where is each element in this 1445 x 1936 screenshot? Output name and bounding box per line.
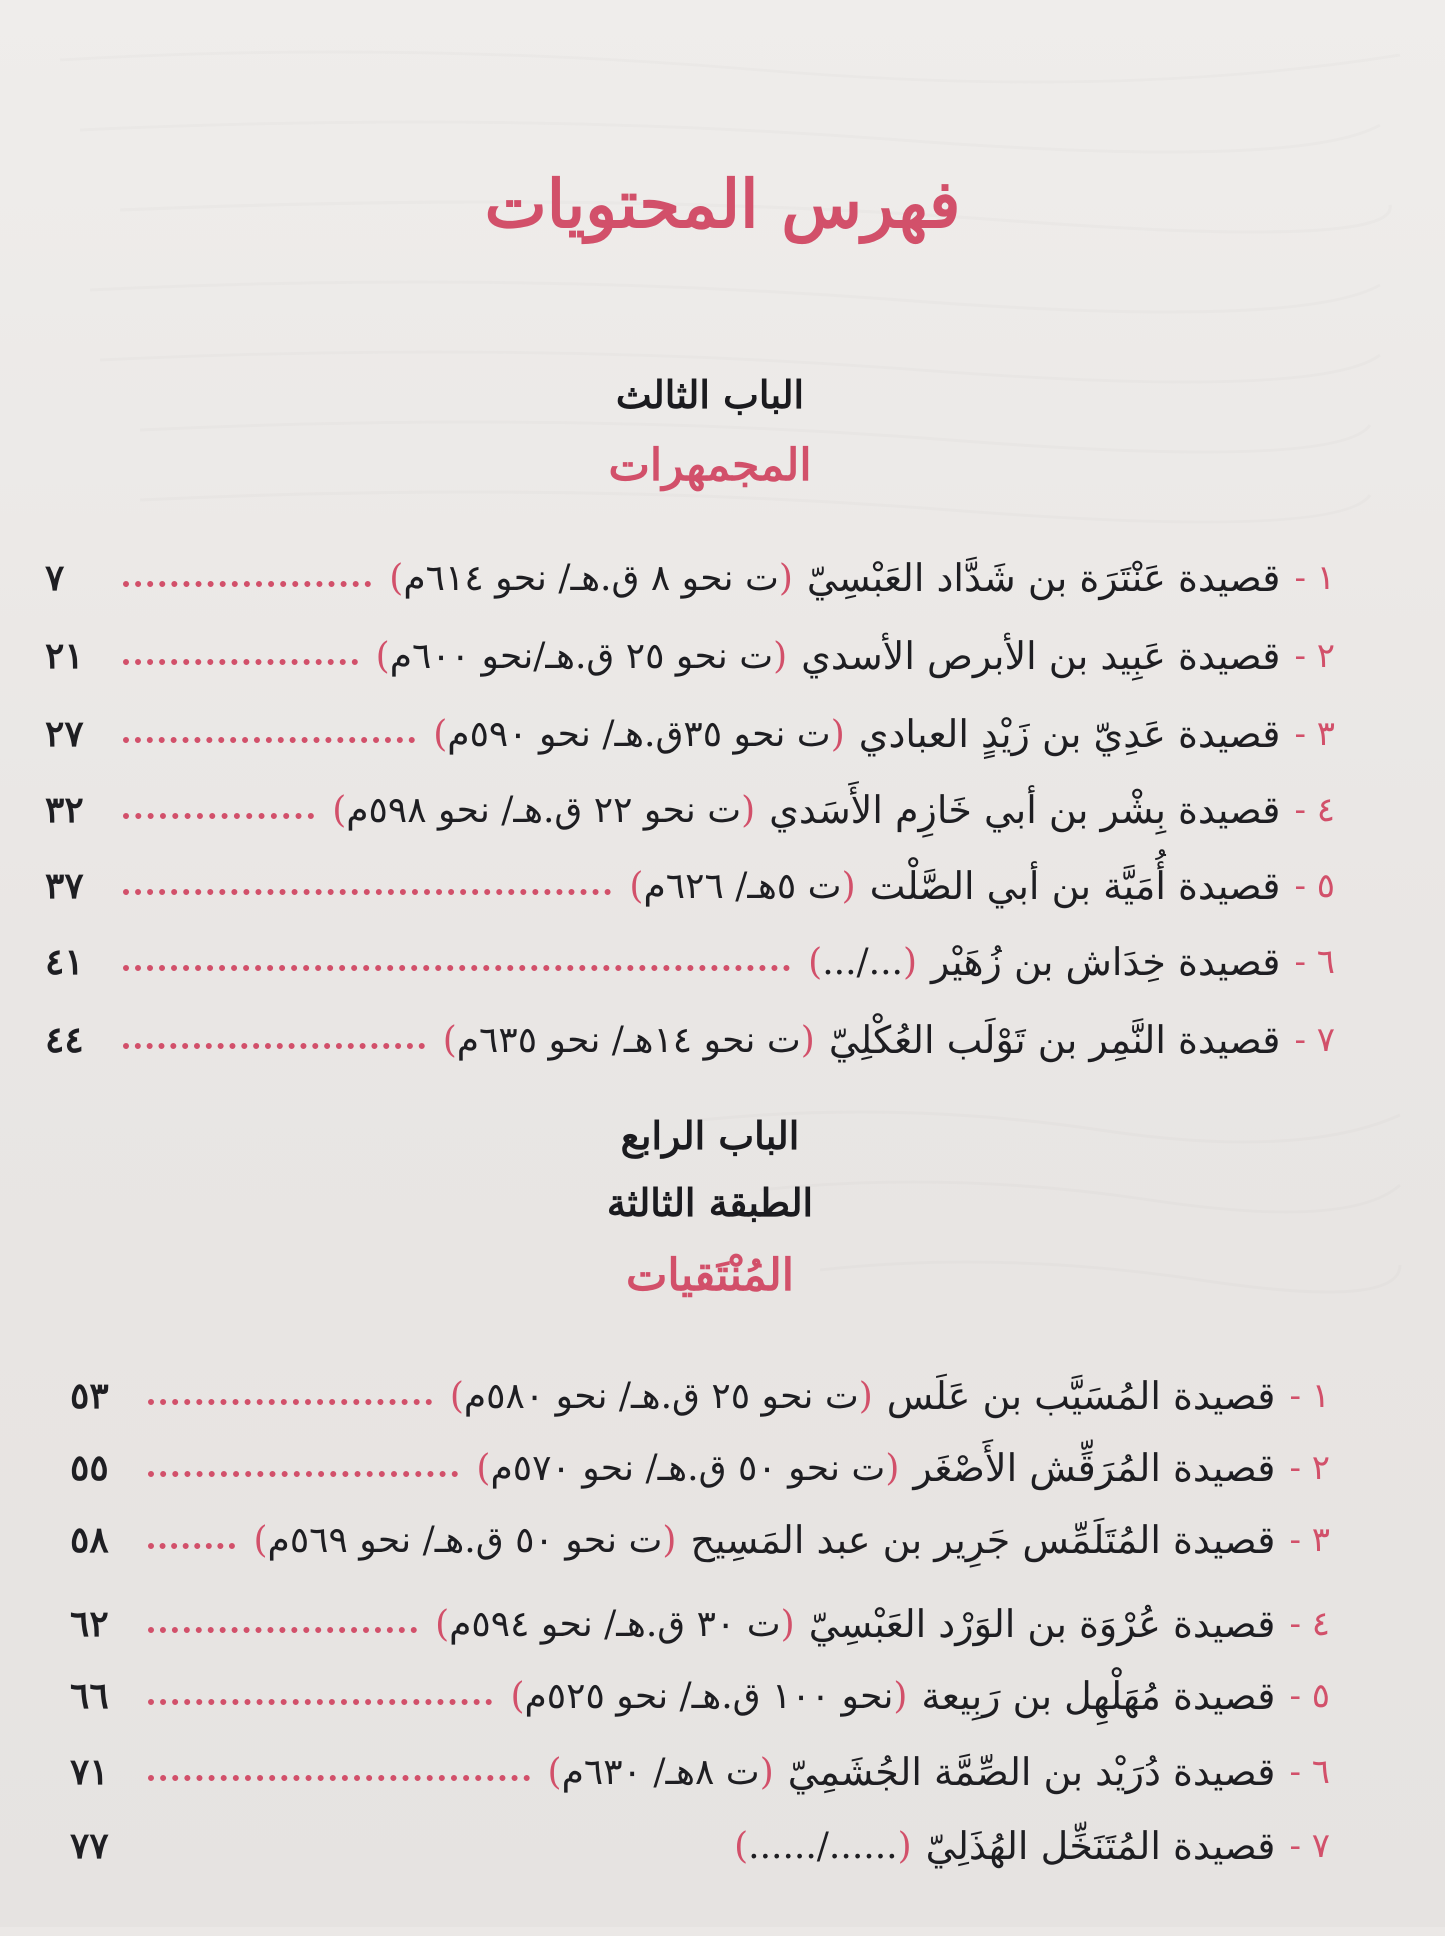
entry-title: قصيدة أُمَيَّة بن أبي الصَّلْت — [869, 864, 1281, 908]
entry-page-number: ٤٤ — [45, 1019, 84, 1061]
entry-title: قصيدة المُتَلَمِّس جَرِير بن عبد المَسِيح — [690, 1518, 1276, 1562]
entry-dates: (....../......) — [734, 1825, 912, 1867]
toc-entry[interactable] — [45, 550, 1335, 606]
entry-number: ٦ - — [1289, 1752, 1330, 1792]
entry-dates: (ت نحو ٥٠ ق.هـ/ نحو ٥٦٩م) — [253, 1519, 677, 1561]
entry-title: قصيدة عَدِيّ بن زَيْدٍ العبادي — [858, 712, 1281, 756]
entry-number: ٤ - — [1294, 790, 1335, 830]
dot-leader — [148, 1627, 417, 1633]
entry-title: قصيدة المُسَيَّب بن عَلَس — [886, 1374, 1276, 1418]
entry-dates-text: ت نحو ١٤هـ/ نحو ٦٣٥م — [456, 1019, 801, 1061]
dot-leader — [148, 1471, 458, 1477]
dot-leader — [123, 737, 415, 743]
entry-dates-text: ت نحو ٨ ق.هـ/ نحو ٦١٤م — [403, 557, 779, 599]
entry-dates: (ت نحو ٢٥ ق.هـ/ نحو ٥٨٠م) — [449, 1375, 873, 1417]
dot-leader — [148, 1399, 432, 1405]
entry-dates-text: ت نحو ٥٠ ق.هـ/ نحو ٥٧٠م — [490, 1447, 886, 1489]
entry-page-number: ٥٣ — [70, 1375, 109, 1417]
toc-entry[interactable] — [45, 934, 1335, 990]
entry-dates-text: ت نحو ٢٥ ق.هـ/ نحو ٥٨٠م — [463, 1375, 859, 1417]
entry-dates-text: ت نحو ٣٥ق.هـ/ نحو ٥٩٠م — [447, 713, 831, 755]
entry-number: ٣ - — [1289, 1520, 1330, 1560]
entry-page-number: ٣٧ — [45, 865, 84, 907]
entry-dates: (نحو ١٠٠ ق.هـ/ نحو ٥٢٥م) — [510, 1675, 908, 1717]
entry-dates: (ت نحو ١٤هـ/ نحو ٦٣٥م) — [442, 1019, 815, 1061]
entry-dates: (ت نحو ٢٢ ق.هـ/ نحو ٥٩٨م) — [332, 789, 756, 831]
subchapter-heading: الطبقة الثالثة — [606, 1180, 814, 1225]
entry-number: ١ - — [1289, 1376, 1330, 1416]
entry-page-number: ٣٢ — [45, 789, 84, 831]
entry-page-number: ٥٥ — [70, 1447, 109, 1489]
toc-entry[interactable] — [70, 1818, 1330, 1874]
dot-leader — [123, 581, 371, 587]
entry-dates-text: ت نحو ٢٥ ق.هـ/نحو ٦٠٠م — [389, 635, 774, 677]
toc-entry[interactable] — [70, 1512, 1330, 1568]
entry-page-number: ٧١ — [70, 1751, 109, 1793]
entry-page-number: ٧ — [45, 557, 65, 599]
entry-page-number: ٦٦ — [70, 1675, 109, 1717]
toc-entry[interactable] — [45, 1012, 1335, 1068]
toc-entry[interactable] — [45, 706, 1335, 762]
entry-dates-text: .../... — [822, 941, 903, 983]
toc-entry[interactable] — [45, 782, 1335, 838]
entry-dates-text: ت نحو ٢٢ ق.هـ/ نحو ٥٩٨م — [346, 789, 742, 831]
toc-entry[interactable] — [70, 1596, 1330, 1652]
entry-title: قصيدة بِشْر بن أبي خَازِم الأَسَدي — [769, 788, 1281, 832]
entry-dates: (ت ٥هـ/ ٦٢٦م) — [629, 865, 856, 907]
dot-leader — [148, 1775, 530, 1781]
entry-page-number: ٧٧ — [70, 1825, 109, 1867]
dot-leader — [148, 1699, 492, 1705]
entry-dates-text: ت ٨هـ/ ٦٣٠م — [561, 1751, 760, 1793]
page-title: فهرس المحتويات — [484, 165, 961, 243]
entry-number: ٤ - — [1289, 1604, 1330, 1644]
entry-page-number: ٢٧ — [45, 713, 84, 755]
toc-entry[interactable] — [45, 858, 1335, 914]
entry-dates: (ت ٨هـ/ ٦٣٠م) — [547, 1751, 774, 1793]
entry-number: ٢ - — [1289, 1448, 1330, 1488]
toc-entry[interactable] — [70, 1668, 1330, 1724]
entry-title: قصيدة خِدَاش بن زُهَيْر — [931, 940, 1281, 984]
dot-leader — [148, 1543, 235, 1549]
entry-title: قصيدة دُرَيْد بن الصِّمَّة الجُشَمِيّ — [787, 1750, 1276, 1794]
entry-dates: (ت ٣٠ ق.هـ/ نحو ٥٩٤م) — [435, 1603, 795, 1645]
chapter-heading: الباب الثالث — [615, 372, 805, 417]
entry-page-number: ٥٨ — [70, 1519, 109, 1561]
entry-title: قصيدة عَنْتَرَة بن شَدَّاد العَبْسِيّ — [806, 556, 1281, 600]
toc-entry[interactable] — [70, 1744, 1330, 1800]
entry-title: قصيدة المُرَقِّش الأَصْغَر — [913, 1446, 1276, 1490]
entry-dates-text: ....../...... — [748, 1825, 898, 1867]
entry-dates: (ت نحو ٥٠ ق.هـ/ نحو ٥٧٠م) — [476, 1447, 900, 1489]
entry-dates-text: ت ٥هـ/ ٦٢٦م — [643, 865, 842, 907]
entry-number: ٣ - — [1294, 714, 1335, 754]
entry-dates-text: نحو ١٠٠ ق.هـ/ نحو ٥٢٥م — [524, 1675, 894, 1717]
dot-leader — [123, 965, 790, 971]
chapter-heading: الباب الرابع — [620, 1113, 800, 1158]
entry-title: قصيدة المُتَنَخِّل الهُذَلِيّ — [925, 1824, 1276, 1868]
section-heading: المجمهرات — [608, 440, 812, 491]
entry-page-number: ٤١ — [45, 941, 84, 983]
dot-leader — [123, 813, 314, 819]
entry-number: ١ - — [1294, 558, 1335, 598]
entry-dates-text: ت ٣٠ ق.هـ/ نحو ٥٩٤م — [449, 1603, 781, 1645]
toc-entry[interactable] — [70, 1440, 1330, 1496]
dot-leader — [123, 659, 358, 665]
entry-number: ٥ - — [1289, 1676, 1330, 1716]
entry-title: قصيدة عُرْوَة بن الوَرْد العَبْسِيّ — [808, 1602, 1276, 1646]
entry-dates: (.../...) — [808, 941, 918, 983]
entry-number: ٧ - — [1294, 1020, 1335, 1060]
section-heading: المُنْتَقيات — [626, 1250, 794, 1301]
dot-leader — [123, 889, 611, 895]
entry-page-number: ٢١ — [45, 635, 84, 677]
entry-title: قصيدة مُهَلْهِل بن رَبِيعة — [921, 1674, 1276, 1718]
entry-dates: (ت نحو ٨ ق.هـ/ نحو ٦١٤م) — [389, 557, 793, 599]
entry-number: ٢ - — [1294, 636, 1335, 676]
entry-number: ٥ - — [1294, 866, 1335, 906]
dot-leader — [123, 1043, 425, 1049]
toc-entry[interactable] — [45, 628, 1335, 684]
entry-page-number: ٦٢ — [70, 1603, 109, 1645]
entry-dates: (ت نحو ٢٥ ق.هـ/نحو ٦٠٠م) — [375, 635, 788, 677]
entry-dates-text: ت نحو ٥٠ ق.هـ/ نحو ٥٦٩م — [267, 1519, 663, 1561]
entry-number: ٧ - — [1289, 1826, 1330, 1866]
entry-dates: (ت نحو ٣٥ق.هـ/ نحو ٥٩٠م) — [433, 713, 845, 755]
entry-number: ٦ - — [1294, 942, 1335, 982]
entry-title: قصيدة النَّمِر بن تَوْلَب العُكْلِيّ — [828, 1018, 1281, 1062]
entry-title: قصيدة عَبِيد بن الأبرص الأسدي — [801, 634, 1281, 678]
toc-entry[interactable] — [70, 1368, 1330, 1424]
